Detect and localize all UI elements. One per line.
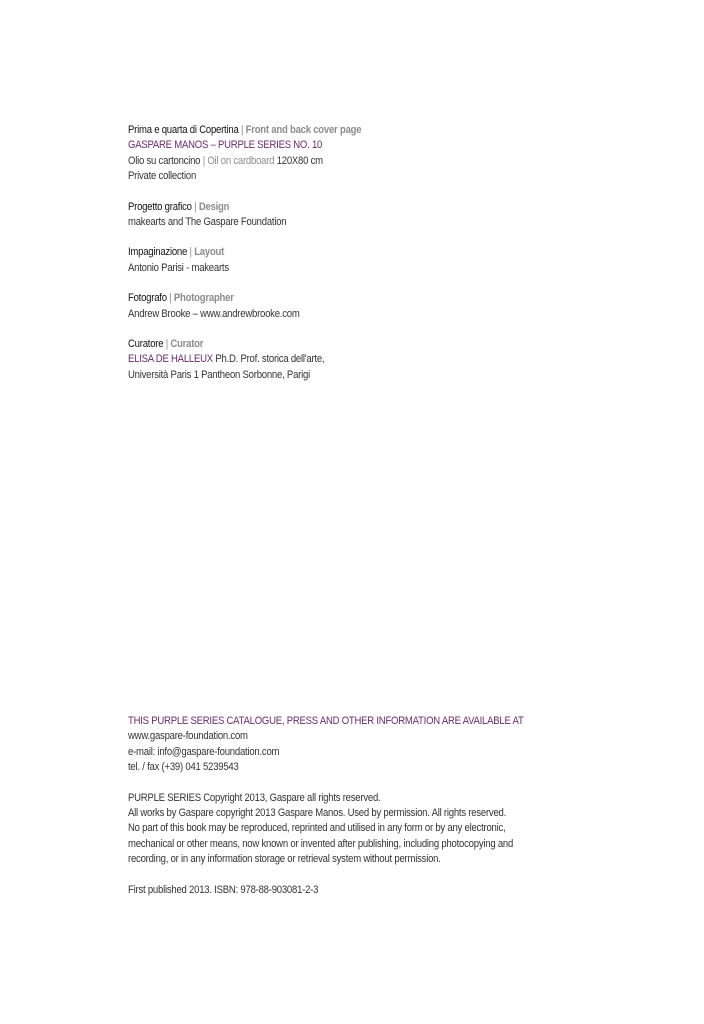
cover-credit-heading (128, 123, 524, 138)
website-link[interactable]: www.gaspare-foundation.com (128, 730, 248, 743)
layout-credit-heading (128, 245, 524, 260)
photographer-credit-heading (128, 291, 524, 306)
curator-label-en: Curator (170, 338, 204, 351)
cover-collection: Private collection (128, 170, 197, 183)
info-heading: THIS PURPLE SERIES CATALOGUE, PRESS AND OTHER INFORMATION ARE AVAILABLE AT (128, 715, 524, 727)
layout-value: Antonio Parisi - makearts (128, 261, 229, 274)
curator-title: Ph.D. Prof. storica dell'arte, (212, 353, 325, 366)
photographer-value: Andrew Brooke – www.andrewbrooke.com (128, 307, 300, 320)
curator-credit-heading (128, 337, 524, 352)
design-credit-heading (128, 200, 524, 215)
copyright-line: All works by Gaspare copyright 2013 Gaspare Manos. Used by permission. All rights reserved. (128, 807, 507, 820)
copyright-line: No part of this book may be reproduced, reprinted and utilised in any form or by any electronic, (128, 822, 506, 835)
cover-medium-en: Oil on cardboard (207, 154, 275, 167)
curator-separator: | (163, 338, 171, 351)
photographer-credit (128, 291, 568, 322)
credits-section (128, 123, 568, 398)
design-credit (128, 200, 568, 231)
curator-label-it: Curatore (128, 338, 164, 351)
layout-label-it: Impaginazione (128, 246, 188, 259)
cover-credit (128, 123, 568, 185)
design-label-it: Progetto grafico (128, 200, 192, 213)
cover-medium-separator: | (200, 154, 208, 167)
email-link[interactable]: e-mail: info@gaspare-foundation.com (128, 745, 280, 758)
curator-affiliation: Università Paris 1 Pantheon Sorbonne, Parigi (128, 368, 310, 381)
publication-details (128, 883, 568, 898)
photographer-separator: | (166, 292, 174, 305)
design-label-en: Design (198, 200, 230, 213)
photographer-label-it: Fotografo (128, 292, 167, 305)
cover-dimensions: 120X80 cm (274, 154, 323, 167)
phone-number: tel. / fax (+39) 041 5239543 (128, 761, 239, 774)
layout-separator: | (187, 246, 195, 259)
copyright-line: PURPLE SERIES Copyright 2013, Gaspare all rights reserved. (128, 791, 381, 804)
cover-label-en: Front and back cover page (245, 124, 362, 136)
copyright-line: recording, or in any information storage or retrieval system without permission. (128, 853, 441, 866)
layout-label-en: Layout (194, 246, 225, 259)
cover-medium (128, 154, 524, 169)
curator-credit (128, 337, 568, 383)
cover-work-title: GASPARE MANOS – PURPLE SERIES NO. 10 (128, 139, 323, 152)
copyright-notice (128, 791, 568, 868)
layout-credit (128, 245, 568, 276)
published-isbn: First published 2013. ISBN: 978-88-903081-2-3 (128, 883, 319, 896)
cover-label-it: Prima e quarta di Copertina (128, 124, 239, 136)
curator-name-line (128, 352, 524, 367)
cover-medium-it: Olio su cartoncino (128, 154, 201, 167)
cover-separator: | (238, 124, 246, 136)
design-value: makearts and The Gaspare Foundation (128, 216, 287, 229)
publication-info-section (128, 714, 568, 913)
design-separator: | (191, 200, 199, 213)
contact-info (128, 714, 568, 776)
photographer-label-en: Photographer (173, 292, 234, 305)
copyright-line: mechanical or other means, now known or invented after publishing, including photocopying and (128, 837, 514, 850)
curator-name: ELISA DE HALLEUX (128, 353, 213, 366)
